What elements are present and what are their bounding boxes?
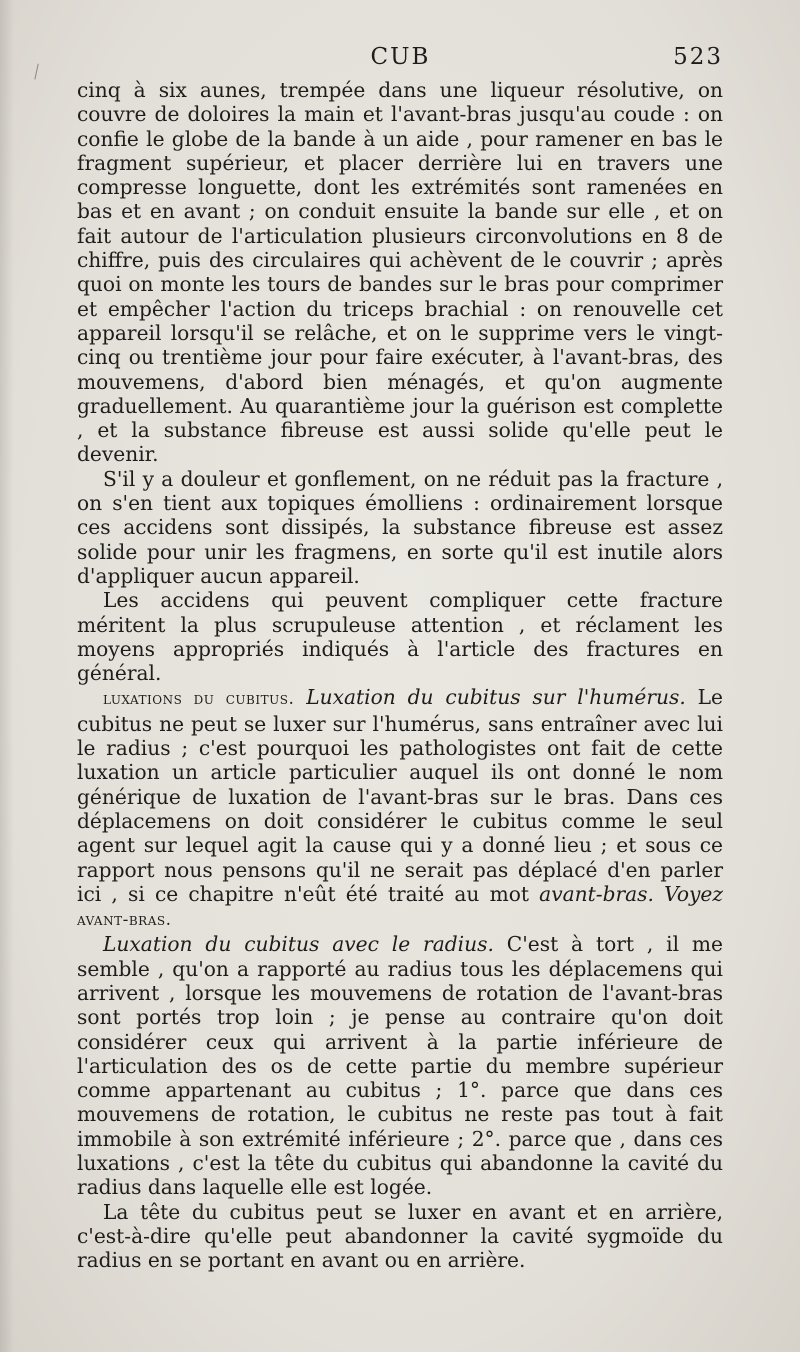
paragraph-appareil: cinq à six aunes, trempée dans une liqueur résolutive, on couvre de doloires la main et l'avant-bras jusqu'au coude : on confie le globe de la bande à un aide , pour ramener en bas le fragment supérieur, et placer derrière lui en travers une compresse longuette, dont les extrémités sont ramenées en bas et en avant ; on conduit ensuite la bande sur elle , et on fait autour de l'articulation plusieurs circonvolutions en 8 de chiffre, puis des circulaires qui achèvent de le couvrir ; après quoi on monte les tours de bandes sur le bras pour comprimer et empêcher l'action du triceps brachial : on renouvelle cet appareil lorsqu'il se relâche, et on le supprime vers le vingt-cinq ou trentième jour pour faire exécuter, à l'avant-bras, des mouvemens, d'abord bien ménagés, et qu'on augmente graduellement. Au quarantième jour la guérison est complette , et la substance fibreuse est aussi solide qu'elle peut le devenir. (77, 78, 723, 467)
running-head (78, 44, 723, 76)
page-edge-shadow (0, 0, 14, 1352)
margin-mark (34, 64, 42, 81)
cross-reference-target: avant-bras. (77, 910, 172, 931)
cross-reference-term: avant-bras. (539, 881, 654, 906)
section-heading-smallcaps: luxations du cubitus. (103, 689, 295, 710)
running-title: CUB (370, 44, 431, 70)
paragraph-douleur: S'il y a douleur et gonflement, on ne réduit pas la fracture , on s'en tient aux topiques émolliens : ordinairement lorsque ces accidens sont dissipés, la substance fibreuse est assez solide pour unir les fragmens, en sorte qu'il est inutile alors d'appliquer aucun appareil. (77, 466, 723, 588)
paragraph-tete-cubitus: La tête du cubitus peut se luxer en avant et en arrière, c'est-à-dire qu'elle peut abandonner la cavité sygmoïde du radius en se portant en avant ou en arrière. (77, 1199, 723, 1273)
body-text (77, 78, 723, 1273)
paragraph-luxation-radius (77, 932, 723, 1199)
paragraph-luxation-radius-text: C'est à tort , il me semble , qu'on a rapporté au radius tous les déplacemens qui arrivent , lorsque les mouvemens de rotation de l'avant-bras sont portés trop loin ; je pense au contraire qu'on doit considérer ceux qui arrivent à la partie inférieure de l'articulation des os de cette partie du membre supérieur comme appartenant au cubitus ; 1°. parce que dans ces mouvemens de rotation, le cubitus ne reste pas tout à fait immobile à son extrémité inférieure ; 2°. parce que , dans ces luxations , c'est la tête du cubitus qui abandonne la cavité du radius dans laquelle elle est logée. (77, 932, 724, 1200)
voyez-label: Voyez (664, 881, 723, 906)
paragraph-luxations-heading (77, 685, 723, 932)
paragraph-luxation-text: Le cubitus ne peut se luxer sur l'humérus, sans entraîner avec lui le radius ; c'est pourquoi les pathologistes ont fait de cette luxation un article particulier auquel ils ont donné le nom générique de luxation de l'avant-bras sur le bras. Dans ces déplacemens on doit considérer le cubitus comme le seul agent sur lequel agit la cause qui y a donné lieu ; et sous ce rapport nous pensons qu'il ne serait pas déplacé d'en parler ici , si ce chapitre n'eût été traité au mot (77, 685, 724, 906)
page-number: 523 (673, 44, 723, 70)
paragraph-accidens: Les accidens qui peuvent compliquer cette fracture méritent la plus scrupuleuse attention , et réclament les moyens appropriés indiqués à l'article des fractures en général. (77, 588, 723, 686)
section-heading-italic: Luxation du cubitus sur l'humérus. (306, 685, 686, 710)
subsection-heading-italic: Luxation du cubitus avec le radius. (103, 932, 494, 957)
